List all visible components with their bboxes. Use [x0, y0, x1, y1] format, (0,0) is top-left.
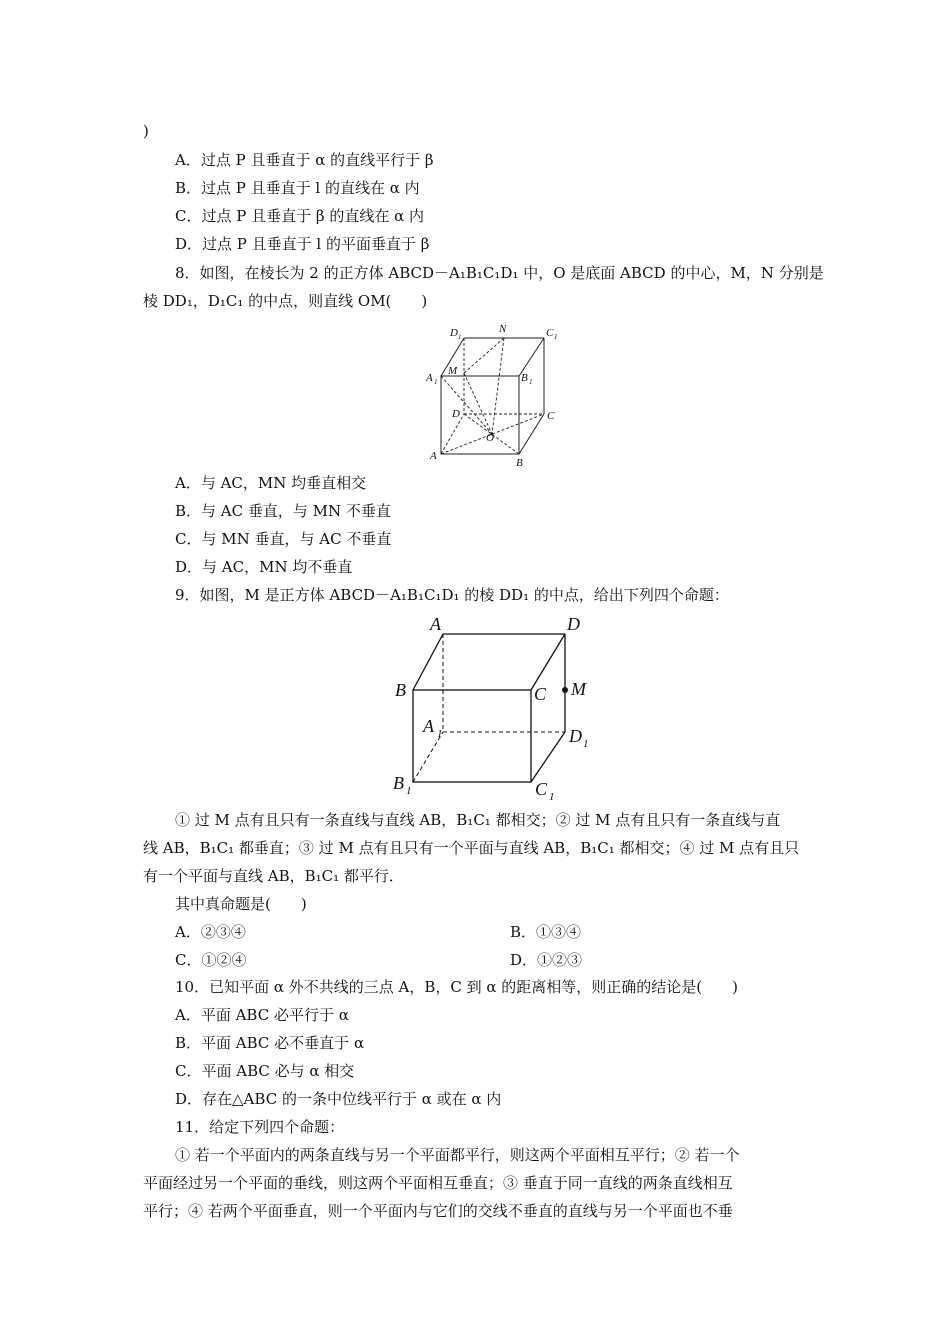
label-c1: C [535, 779, 548, 799]
q8-stem-line1: 8．如图，在棱长为 2 的正方体 ABCD－A₁B₁C₁D₁ 中，O 是底面 ABCD 的中心，M，N 分别是 [175, 264, 824, 282]
q11-body-line1: ① 若一个平面内的两条直线与另一个平面都平行，则这两个平面相互平行；② 若一个 [175, 1146, 740, 1164]
q9-option-b: B．①③④ [510, 923, 582, 941]
label-a: A [430, 614, 441, 634]
label-m: M [448, 365, 458, 377]
label-m: M [571, 679, 586, 699]
q9-option-a: A．②③④ [175, 923, 246, 941]
svg-text:1: 1 [406, 785, 412, 797]
label-c: C [547, 410, 555, 422]
svg-text:1: 1 [549, 791, 555, 803]
svg-text:1: 1 [458, 333, 462, 341]
q7-option-d: D．过点 P 且垂直于 l 的平面垂直于 β [175, 235, 430, 253]
q10-option-b: B．平面 ABC 必不垂直于 α [175, 1034, 365, 1052]
label-b: B [395, 680, 406, 700]
q10-stem: 10．已知平面 α 外不共线的三点 A，B，C 到 α 的距离相等，则正确的结论是( ) [175, 978, 738, 996]
label-d1: D [569, 726, 582, 746]
q8-option-d: D．与 AC，MN 均不垂直 [175, 558, 353, 576]
q10-option-d: D．存在△ABC 的一条中位线平行于 α 或在 α 内 [175, 1090, 502, 1108]
label-a: A [430, 450, 437, 462]
label-c: C [534, 684, 547, 704]
label-b1: B [521, 372, 528, 384]
label-b: B [516, 457, 523, 468]
q9-option-c: C．①②④ [175, 951, 247, 969]
svg-text:1: 1 [554, 333, 558, 341]
q11-body-line2: 平面经过另一个平面的垂线，则这两个平面相互垂直；③ 垂直于同一直线的两条直线相互 [143, 1174, 733, 1192]
svg-text:1: 1 [434, 378, 438, 386]
q9-cube-figure [385, 612, 605, 807]
q9-question: 其中真命题是( ) [175, 895, 307, 913]
q8-option-c: C．与 MN 垂直，与 AC 不垂直 [175, 530, 392, 548]
label-n: N [499, 323, 507, 335]
q10-option-c: C．平面 ABC 必与 α 相交 [175, 1062, 355, 1080]
q7-option-c: C．过点 P 且垂直于 β 的直线在 α 内 [175, 207, 424, 225]
q9-body-line3: 有一个平面与直线 AB，B₁C₁ 都平行． [143, 867, 404, 885]
label-a1: A [426, 372, 433, 384]
label-d: D [452, 408, 460, 420]
svg-text:1: 1 [583, 738, 589, 750]
q8-option-b: B．与 AC 垂直，与 MN 不垂直 [175, 502, 391, 520]
q7-option-a: A．过点 P 且垂直于 α 的直线平行于 β [175, 151, 434, 169]
q11-body-line3: 平行；④ 若两个平面垂直，则一个平面内与它们的交线不垂直的直线与另一个平面也不垂 [143, 1202, 733, 1220]
label-b1: B [393, 773, 404, 793]
q9-option-d: D．①②③ [510, 951, 583, 969]
q8-cube-figure [420, 318, 570, 468]
q9-body-line2: 线 AB，B₁C₁ 都垂直；③ 过 M 点有且只有一个平面与直线 AB，B₁C₁ 都相交；④ 过 M 点有且只 [143, 839, 800, 857]
label-o: O [486, 432, 494, 444]
q8-option-a: A．与 AC，MN 均垂直相交 [175, 474, 367, 492]
q7-option-b: B．过点 P 且垂直于 l 的直线在 α 内 [175, 179, 420, 197]
label-d: D [567, 614, 580, 634]
svg-text:1: 1 [437, 728, 443, 740]
q7-tail: ) [143, 122, 149, 140]
q11-stem: 11．给定下列四个命题： [175, 1118, 345, 1136]
q9-stem: 9．如图，M 是正方体 ABCD－A₁B₁C₁D₁ 的棱 DD₁ 的中点，给出下列四个命题： [175, 586, 729, 604]
svg-text:1: 1 [529, 378, 533, 386]
q8-stem-line2: 棱 DD₁，D₁C₁ 的中点，则直线 OM( ) [143, 292, 428, 310]
label-a1: A [423, 716, 434, 736]
label-d1: D [450, 327, 458, 339]
q9-body-line1: ① 过 M 点有且只有一条直线与直线 AB，B₁C₁ 都相交；② 过 M 点有且只有一条直线与直 [175, 811, 781, 829]
q10-option-a: A．平面 ABC 必平行于 α [175, 1006, 349, 1024]
label-c1: C [546, 327, 554, 339]
